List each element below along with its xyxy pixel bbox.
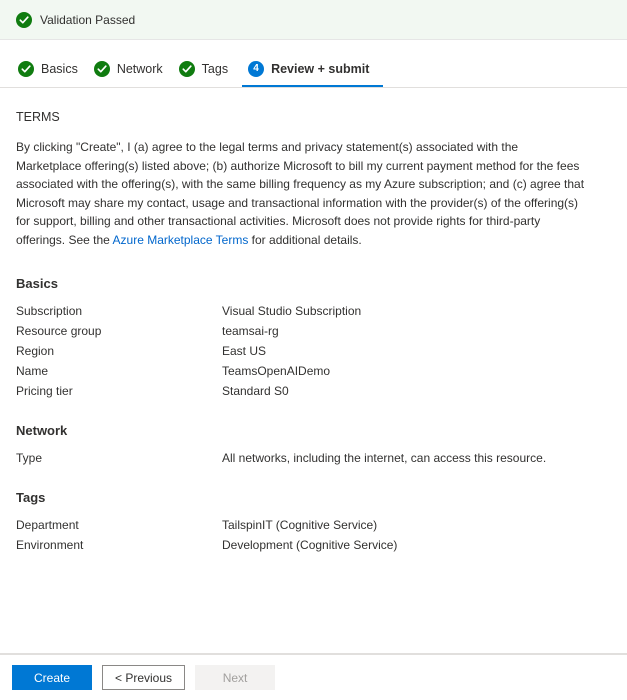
section-title-tags: Tags bbox=[16, 489, 46, 505]
row-key: Resource group bbox=[16, 323, 102, 338]
row-value: Standard S0 bbox=[222, 383, 289, 398]
row-key: Name bbox=[16, 363, 49, 378]
row-value: Visual Studio Subscription bbox=[222, 303, 362, 318]
previous-button[interactable]: < Previous bbox=[102, 665, 185, 690]
terms-body-after-link: for additional details. bbox=[248, 232, 362, 247]
row-value: TeamsOpenAIDemo bbox=[222, 363, 331, 378]
review-content bbox=[0, 88, 627, 555]
table-row bbox=[16, 301, 611, 321]
row-value: All networks, including the internet, can access this resource. bbox=[222, 450, 547, 465]
row-value: TailspinIT (Cognitive Service) bbox=[222, 517, 378, 532]
section-title-network: Network bbox=[16, 422, 68, 438]
table-row bbox=[16, 321, 611, 341]
terms-paragraph bbox=[16, 138, 586, 250]
row-key: Department bbox=[16, 517, 79, 532]
check-circle-icon bbox=[179, 61, 195, 77]
terms-heading: TERMS bbox=[16, 110, 60, 124]
row-key: Pricing tier bbox=[16, 383, 73, 398]
basics-summary-table bbox=[16, 301, 611, 401]
step-number-badge: 4 bbox=[248, 61, 264, 77]
wizard-footer bbox=[0, 654, 627, 700]
wizard-step-review-submit[interactable] bbox=[242, 61, 391, 87]
row-value: East US bbox=[222, 343, 267, 358]
check-circle-icon bbox=[18, 61, 34, 77]
row-value: teamsai-rg bbox=[222, 323, 279, 338]
wizard-step-label: Network bbox=[116, 62, 163, 76]
wizard-step-basics[interactable] bbox=[16, 61, 92, 87]
row-key: Region bbox=[16, 343, 55, 358]
table-row bbox=[16, 341, 611, 361]
table-row bbox=[16, 361, 611, 381]
row-key: Environment bbox=[16, 537, 84, 552]
check-circle-icon bbox=[16, 12, 32, 28]
section-title-basics: Basics bbox=[16, 275, 58, 291]
wizard-step-label: Review + submit bbox=[271, 62, 370, 76]
validation-banner bbox=[0, 0, 627, 40]
table-row bbox=[16, 381, 611, 401]
azure-marketplace-terms-link[interactable]: Azure Marketplace Terms bbox=[112, 232, 249, 247]
wizard-steps bbox=[0, 40, 627, 88]
network-summary-table bbox=[16, 448, 611, 468]
next-button: Next bbox=[195, 665, 275, 690]
wizard-step-label: Tags bbox=[201, 62, 229, 76]
table-row bbox=[16, 535, 611, 555]
row-key: Subscription bbox=[16, 303, 83, 318]
tags-summary-table bbox=[16, 515, 611, 555]
wizard-step-label: Basics bbox=[41, 62, 78, 76]
wizard-step-network[interactable] bbox=[92, 61, 177, 87]
terms-body-before-link: By clicking "Create", I (a) agree to the legal terms and privacy statement(s) associated with the Marketplace offering(s) listed above; (b) authorize Microsoft to bill my current payment method for the fees associated with the offering(s), with the same billing frequency as my Azure subscription; and (c) agree that Microsoft may share my contact, usage and transactional information with the provider(s) of the offering(s) for support, billing and other transactional activities. Microsoft does not provide rights for third-party offerings. See the bbox=[16, 140, 585, 247]
check-circle-icon bbox=[94, 61, 110, 77]
table-row bbox=[16, 448, 611, 468]
row-value: Development (Cognitive Service) bbox=[222, 537, 398, 552]
table-row bbox=[16, 515, 611, 535]
row-key: Type bbox=[16, 450, 43, 465]
create-button[interactable]: Create bbox=[12, 665, 92, 690]
wizard-step-tags[interactable] bbox=[177, 61, 242, 87]
validation-message: Validation Passed bbox=[40, 12, 136, 27]
